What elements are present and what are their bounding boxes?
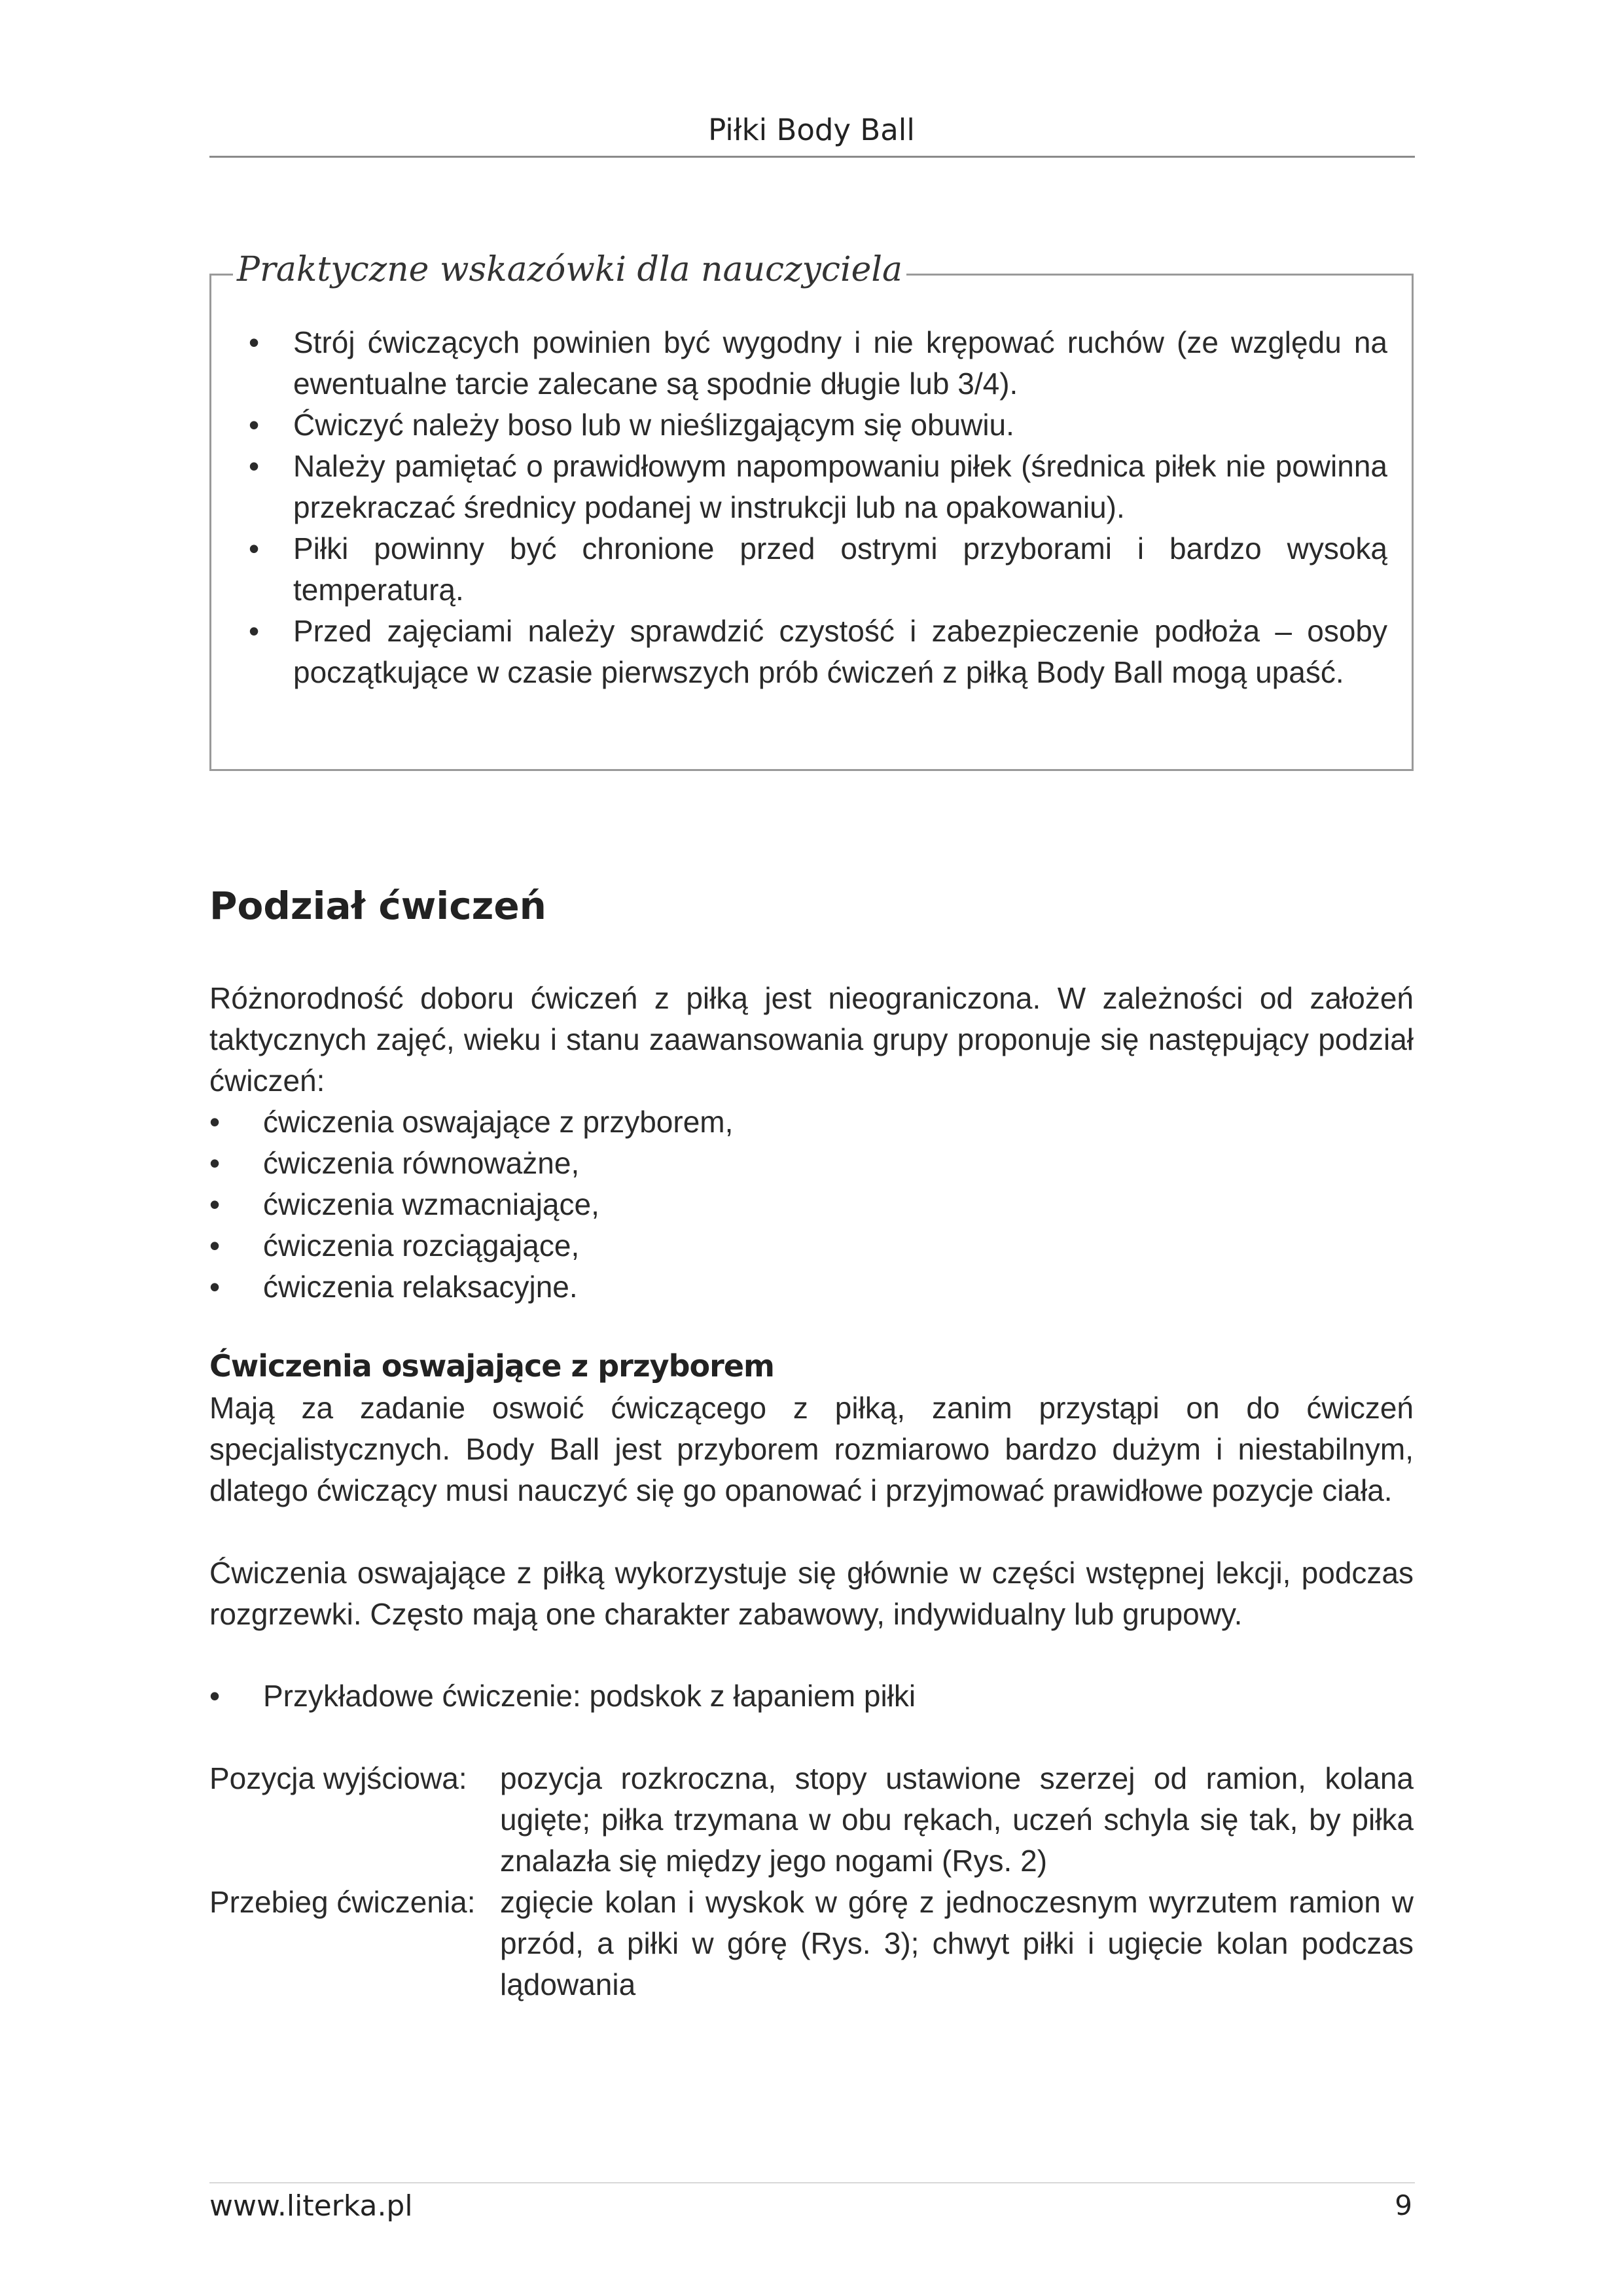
bullet-icon: •: [249, 614, 260, 648]
exercise-course-text: zgięcie kolan i wyskok w górę z jednoczesnym wyrzutem ramion w przód, a piłki w górę (Rys. 3); chwyt piłki i ugięcie kolan podczas lądowania: [500, 1885, 1414, 2001]
bullet-icon: •: [249, 325, 260, 359]
example-list: [209, 1676, 1387, 1717]
footer-rule: [209, 2182, 1415, 2183]
list-item: • Przykładowe ćwiczenie: podskok z łapaniem piłki: [209, 1676, 1387, 1717]
section-title: Podział ćwiczeń: [209, 884, 546, 928]
list-item: • ćwiczenia wzmacniające,: [209, 1184, 1387, 1225]
start-position-label: Pozycja wyjściowa:: [209, 1761, 467, 1795]
paragraph: Mają za zadanie oswoić ćwiczącego z piłką, zanim przystąpi on do ćwiczeń specjalistycznych. Body Ball jest przyborem rozmiarowo bardzo dużym i niestabilnym, dlatego ćwiczący musi nauczyć się go opanować i przyjmować prawidłowe pozycje ciała.: [209, 1391, 1414, 1507]
paragraph: Ćwiczenia oswajające z piłką wykorzystuje się głównie w części wstępnej lekcji, podczas rozgrzewki. Często mają one charakter zabawowy, indywidualny lub grupowy.: [209, 1556, 1414, 1631]
bullet-icon: •: [209, 1105, 221, 1139]
page-number: 9: [1395, 2189, 1412, 2221]
bullet-icon: •: [209, 1146, 221, 1180]
bullet-icon: •: [209, 1187, 221, 1221]
subsection-heading: Ćwiczenia oswajające z przyborem: [209, 1348, 774, 1384]
header-rule: [209, 156, 1415, 158]
bullet-icon: •: [249, 449, 260, 483]
list-item: • Przed zajęciami należy sprawdzić czystość i zabezpieczenie podłoża – osoby początkujące w czasie pierwszych prób ćwiczeń z piłką Body Ball mogą upaść.: [249, 611, 1387, 693]
exercise-description: [209, 1758, 1414, 2005]
footer-url: www.literka.pl: [209, 2189, 413, 2223]
bullet-icon: •: [209, 1229, 221, 1263]
list-item: • Ćwiczyć należy boso lub w nieślizgającym się obuwiu.: [249, 404, 1387, 446]
definition-row: [209, 1882, 1414, 2005]
intro-paragraph: Różnorodność doboru ćwiczeń z piłką jest nieograniczona. W zależności od założeń taktycznych zajęć, wieku i stanu zaawansowania grupy proponuje się następujący podział ćwiczeń:: [209, 981, 1414, 1098]
start-position-text: pozycja rozkroczna, stopy ustawione szerzej od ramion, kolana ugięte; piłka trzymana w obu rękach, uczeń schyla się tak, by piłka znalazła się między jego nogami (Rys. 2): [500, 1761, 1414, 1878]
running-header: Piłki Body Ball: [708, 113, 915, 147]
bullet-icon: •: [249, 531, 260, 565]
list-item: • Piłki powinny być chronione przed ostrymi przyborami i bardzo wysoką temperaturą.: [249, 528, 1387, 611]
definition-row: [209, 1758, 1414, 1882]
list-item: • Należy pamiętać o prawidłowym napompowaniu piłek (średnica piłek nie powinna przekraczać średnicy podanej w instrukcji lub na opakowaniu).: [249, 446, 1387, 528]
list-item: • ćwiczenia relaksacyjne.: [209, 1266, 1387, 1308]
list-item: • ćwiczenia rozciągające,: [209, 1225, 1387, 1266]
list-item: • Strój ćwiczących powinien być wygodny i nie krępować ruchów (ze względu na ewentualne tarcie zalecane są spodnie długie lub 3/4).: [249, 322, 1387, 404]
exercise-categories-list: [209, 1102, 1387, 1308]
tips-box-title: Praktyczne wskazówki dla nauczyciela: [233, 250, 906, 289]
tips-list: [249, 322, 1387, 693]
list-item: • ćwiczenia oswajające z przyborem,: [209, 1102, 1387, 1143]
bullet-icon: •: [209, 1270, 221, 1304]
bullet-icon: •: [249, 408, 260, 442]
list-item: • ćwiczenia równoważne,: [209, 1143, 1387, 1184]
bullet-icon: •: [209, 1679, 221, 1713]
exercise-course-label: Przebieg ćwiczenia:: [209, 1885, 476, 1919]
